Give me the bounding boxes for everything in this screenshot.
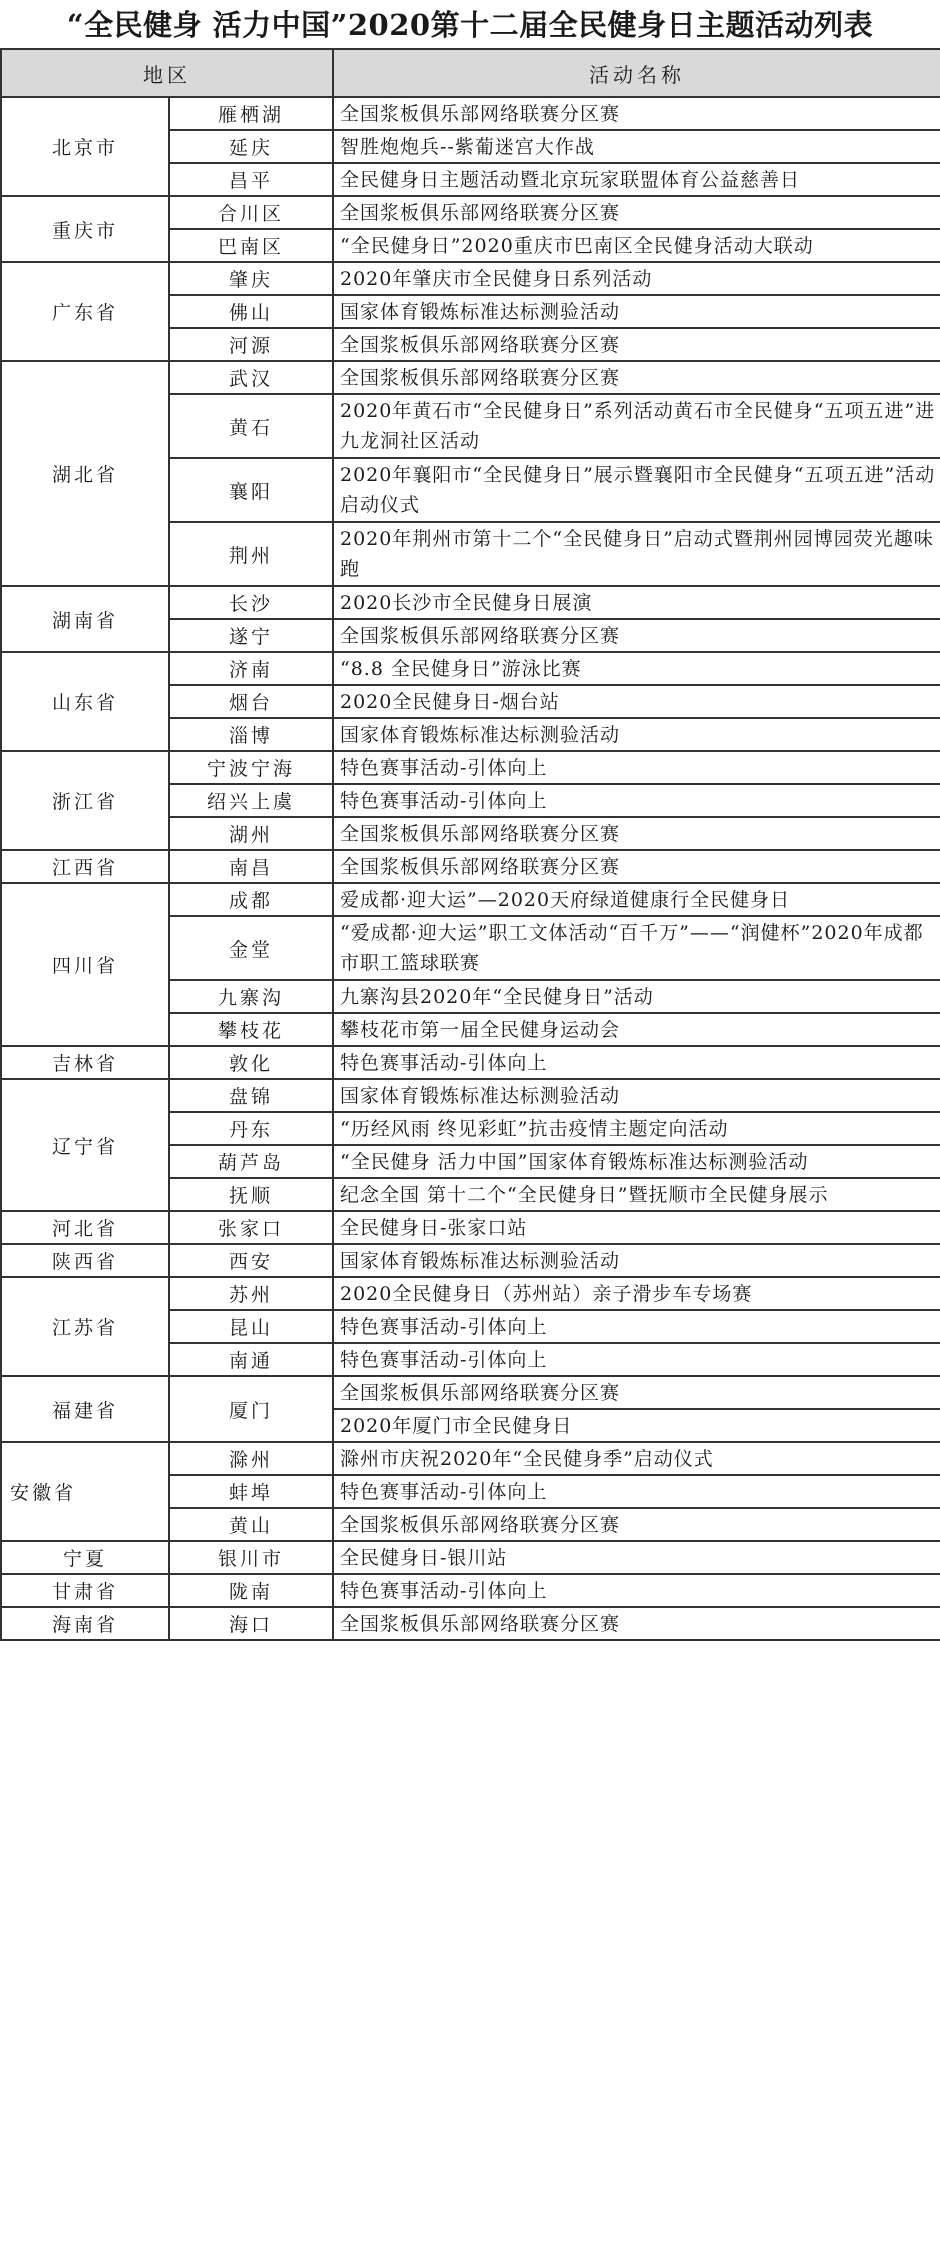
table-row <box>1 97 940 130</box>
activity-cell: “全民健身 活力中国”国家体育锻炼标准达标测验活动 <box>333 1145 940 1178</box>
activity-cell: 国家体育锻炼标准达标测验活动 <box>333 1079 940 1112</box>
region-cell: 江西省 <box>1 850 169 883</box>
activity-cell: 纪念全国 第十二个“全民健身日”暨抚顺市全民健身展示 <box>333 1178 940 1211</box>
activity-cell: 全国浆板俱乐部网络联赛分区赛 <box>333 328 940 361</box>
activity-table <box>0 48 940 1641</box>
activity-cell: 滁州市庆祝2020年“全民健身季”启动仪式 <box>333 1442 940 1475</box>
city-cell: 抚顺 <box>169 1178 333 1211</box>
region-cell: 甘肃省 <box>1 1574 169 1607</box>
table-row <box>1 1046 940 1079</box>
city-cell: 雁栖湖 <box>169 97 333 130</box>
table-row <box>1 1277 940 1310</box>
city-cell: 张家口 <box>169 1211 333 1244</box>
table-row <box>1 1442 940 1475</box>
city-cell: 南昌 <box>169 850 333 883</box>
activity-cell: “历经风雨 终见彩虹”抗击疫情主题定向活动 <box>333 1112 940 1145</box>
city-cell: 盘锦 <box>169 1079 333 1112</box>
city-cell: 敦化 <box>169 1046 333 1079</box>
city-cell: 黄石 <box>169 394 333 458</box>
activity-cell: 全民健身日-张家口站 <box>333 1211 940 1244</box>
table-row <box>1 262 940 295</box>
city-cell: 宁波宁海 <box>169 751 333 784</box>
activity-cell: 特色赛事活动-引体向上 <box>333 1310 940 1343</box>
city-cell: 绍兴上虞 <box>169 784 333 817</box>
city-cell: 昌平 <box>169 163 333 196</box>
region-cell: 宁夏 <box>1 1541 169 1574</box>
city-cell: 银川市 <box>169 1541 333 1574</box>
city-cell: 肇庆 <box>169 262 333 295</box>
city-cell: 滁州 <box>169 1442 333 1475</box>
activity-cell: 2020全民健身日-烟台站 <box>333 685 940 718</box>
city-cell: 九寨沟 <box>169 980 333 1013</box>
region-cell: 吉林省 <box>1 1046 169 1079</box>
region-cell: 重庆市 <box>1 196 169 262</box>
activity-cell: 特色赛事活动-引体向上 <box>333 1574 940 1607</box>
header-activity: 活动名称 <box>333 49 940 97</box>
city-cell: 黄山 <box>169 1508 333 1541</box>
city-cell: 海口 <box>169 1607 333 1640</box>
activity-cell: 九寨沟县2020年“全民健身日”活动 <box>333 980 940 1013</box>
table-row <box>1 850 940 883</box>
table-row <box>1 361 940 394</box>
city-cell: 襄阳 <box>169 458 333 522</box>
activity-cell: 攀枝花市第一届全民健身运动会 <box>333 1013 940 1046</box>
city-cell: 成都 <box>169 883 333 916</box>
region-cell: 山东省 <box>1 652 169 751</box>
city-cell: 陇南 <box>169 1574 333 1607</box>
activity-cell: 2020年厦门市全民健身日 <box>333 1409 940 1442</box>
activity-cell: “8.8 全民健身日”游泳比赛 <box>333 652 940 685</box>
city-cell: 苏州 <box>169 1277 333 1310</box>
activity-cell: 全国浆板俱乐部网络联赛分区赛 <box>333 1376 940 1409</box>
activity-cell: 2020年襄阳市“全民健身日”展示暨襄阳市全民健身“五项五进”活动启动仪式 <box>333 458 940 522</box>
table-body <box>1 97 940 1640</box>
activity-cell: “爱成都·迎大运”职工文体活动“百千万”——“润健杯”2020年成都市职工篮球联赛 <box>333 916 940 980</box>
region-cell: 北京市 <box>1 97 169 196</box>
activity-cell: 全民健身日-银川站 <box>333 1541 940 1574</box>
region-cell: 辽宁省 <box>1 1079 169 1211</box>
region-cell: 福建省 <box>1 1376 169 1442</box>
region-cell: 河北省 <box>1 1211 169 1244</box>
city-cell: 淄博 <box>169 718 333 751</box>
city-cell: 荆州 <box>169 522 333 586</box>
activity-cell: 全国浆板俱乐部网络联赛分区赛 <box>333 850 940 883</box>
region-cell: 海南省 <box>1 1607 169 1640</box>
table-header-row <box>1 49 940 97</box>
activity-cell: 国家体育锻炼标准达标测验活动 <box>333 295 940 328</box>
city-cell: 湖州 <box>169 817 333 850</box>
city-cell: 佛山 <box>169 295 333 328</box>
city-cell: 烟台 <box>169 685 333 718</box>
region-cell: 浙江省 <box>1 751 169 850</box>
city-cell: 厦门 <box>169 1376 333 1442</box>
city-cell: 河源 <box>169 328 333 361</box>
region-cell: 湖南省 <box>1 586 169 652</box>
activity-cell: 全民健身日主题活动暨北京玩家联盟体育公益慈善日 <box>333 163 940 196</box>
activity-cell: 爱成都·迎大运”—2020天府绿道健康行全民健身日 <box>333 883 940 916</box>
activity-cell: 国家体育锻炼标准达标测验活动 <box>333 718 940 751</box>
city-cell: 蚌埠 <box>169 1475 333 1508</box>
activity-cell: 全国浆板俱乐部网络联赛分区赛 <box>333 1508 940 1541</box>
city-cell: 昆山 <box>169 1310 333 1343</box>
activity-cell: 特色赛事活动-引体向上 <box>333 1343 940 1376</box>
city-cell: 西安 <box>169 1244 333 1277</box>
city-cell: 济南 <box>169 652 333 685</box>
region-cell: 安徽省 <box>1 1442 169 1541</box>
city-cell: 武汉 <box>169 361 333 394</box>
table-row <box>1 751 940 784</box>
activity-cell: 全国浆板俱乐部网络联赛分区赛 <box>333 619 940 652</box>
city-cell: 巴南区 <box>169 229 333 262</box>
header-region: 地区 <box>1 49 333 97</box>
table-row <box>1 1607 940 1640</box>
city-cell: 延庆 <box>169 130 333 163</box>
city-cell: 合川区 <box>169 196 333 229</box>
activity-cell: 特色赛事活动-引体向上 <box>333 1475 940 1508</box>
activity-cell: 全国浆板俱乐部网络联赛分区赛 <box>333 196 940 229</box>
city-cell: 攀枝花 <box>169 1013 333 1046</box>
table-row <box>1 883 940 916</box>
activity-cell: 全国浆板俱乐部网络联赛分区赛 <box>333 1607 940 1640</box>
table-row <box>1 652 940 685</box>
activity-cell: 特色赛事活动-引体向上 <box>333 784 940 817</box>
city-cell: 金堂 <box>169 916 333 980</box>
activity-cell: 国家体育锻炼标准达标测验活动 <box>333 1244 940 1277</box>
activity-cell: 特色赛事活动-引体向上 <box>333 751 940 784</box>
region-cell: 广东省 <box>1 262 169 361</box>
activity-cell: 2020全民健身日（苏州站）亲子滑步车专场赛 <box>333 1277 940 1310</box>
region-cell: 四川省 <box>1 883 169 1046</box>
city-cell: 长沙 <box>169 586 333 619</box>
table-row <box>1 1541 940 1574</box>
table-row <box>1 1574 940 1607</box>
activity-cell: 2020年黄石市“全民健身日”系列活动黄石市全民健身“五项五进”进九龙洞社区活动 <box>333 394 940 458</box>
activity-cell: 全国浆板俱乐部网络联赛分区赛 <box>333 817 940 850</box>
table-row <box>1 1376 940 1409</box>
table-row <box>1 1079 940 1112</box>
city-cell: 遂宁 <box>169 619 333 652</box>
activity-cell: 全国浆板俱乐部网络联赛分区赛 <box>333 361 940 394</box>
region-cell: 江苏省 <box>1 1277 169 1376</box>
activity-cell: 2020长沙市全民健身日展演 <box>333 586 940 619</box>
table-row <box>1 196 940 229</box>
city-cell: 南通 <box>169 1343 333 1376</box>
table-row <box>1 1244 940 1277</box>
city-cell: 葫芦岛 <box>169 1145 333 1178</box>
table-row <box>1 1211 940 1244</box>
city-cell: 丹东 <box>169 1112 333 1145</box>
activity-cell: 2020年肇庆市全民健身日系列活动 <box>333 262 940 295</box>
activity-cell: 2020年荆州市第十二个“全民健身日”启动式暨荆州园博园荧光趣味跑 <box>333 522 940 586</box>
table-row <box>1 586 940 619</box>
region-cell: 湖北省 <box>1 361 169 586</box>
page-title: “全民健身 活力中国”2020第十二届全民健身日主题活动列表 <box>66 8 874 42</box>
region-cell: 陕西省 <box>1 1244 169 1277</box>
activity-cell: 智胜炮炮兵--紫葡迷宫大作战 <box>333 130 940 163</box>
activity-cell: “全民健身日”2020重庆市巴南区全民健身活动大联动 <box>333 229 940 262</box>
activity-cell: 特色赛事活动-引体向上 <box>333 1046 940 1079</box>
activity-cell: 全国浆板俱乐部网络联赛分区赛 <box>333 97 940 130</box>
